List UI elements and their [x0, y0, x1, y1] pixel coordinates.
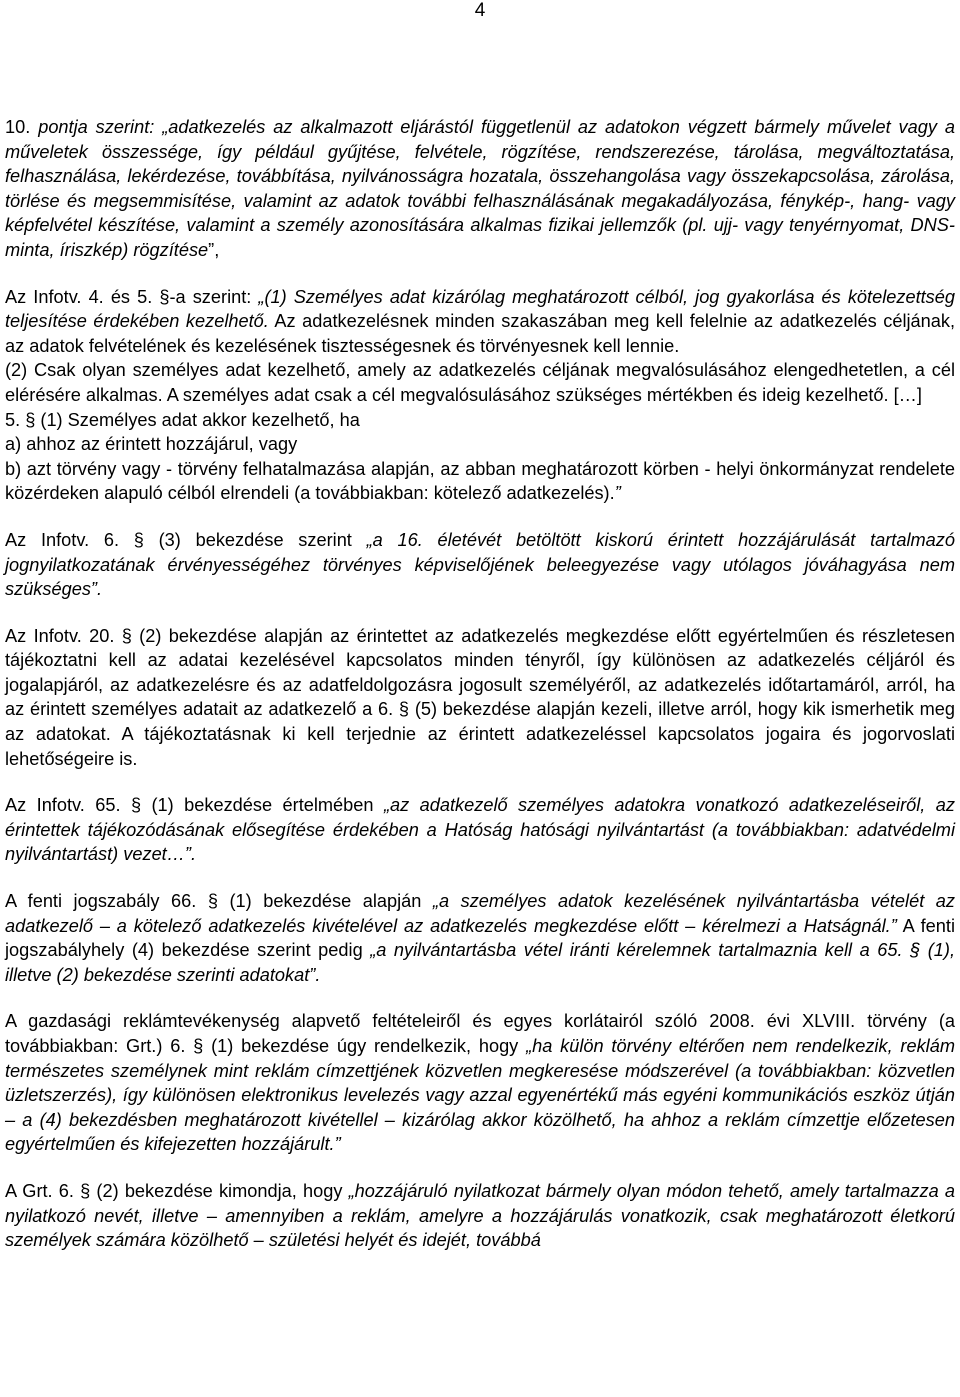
body-text: Az adatkezelésnek minden szakaszában meg kell felelnie az adatkezelés céljának, az adatok felvételének és kezelésének tisztességesnek és törvényesnek kell lennie.	[5, 311, 956, 356]
paragraph-definition	[5, 115, 955, 263]
italic-quote-text: pontja szerint: „adatkezelés az alkalmazott eljárástól függetlenül az adatokon végzett bármely művelet vagy a műveletek összessége, így például gyűjtése, felvétele, rögzítése, rendszerezése, tárolása, megváltoztatása, felhasználása, lekérdezése, továbbítása, nyilvánosságra hozatala, összehangolása vagy összekapcsolása, zárolása, törlése és megsemmisítése, valamint az adatok további felhasználásának megakadályozása, fénykép-, hang- vagy képfelvétel készítése, valamint a személy azonosítására alkalmas fizikai jellemzők (pl. ujj- vagy tenyérnyomat, DNS-minta, íriszkép) rögzítése	[5, 117, 955, 260]
body-text: Az Infotv. 4. és 5. §-a szerint:	[5, 286, 259, 307]
body-text: Az Infotv. 20. § (2) bekezdése alapján az érintettet az adatkezelés megkezdése előtt egyértelműen és részletesen tájékoztatni kell az adatai kezelésével kapcsolatos minden tényről, így különösen az adatkezelés céljáról és jogalapjáról, az adatkezelésre és az adatfeldolgozásra jogosult személyéről, az adatkezelés időtartamáról, arról, ha az érintett személyes adatait az adatkezelő a 6. § (5) bekezdése alapján kezeli, illetve arról, hogy kik ismerhetik meg az adatokat. A tájékoztatásnak ki kell terjednie az érintett adatkezeléssel kapcsolatos jogaira és jogorvoslati lehetőségeire is.	[5, 625, 955, 769]
body-text: A fenti jogszabály 66. § (1) bekezdése alapján	[5, 891, 433, 912]
paragraph-infotv-4-5	[5, 285, 955, 359]
italic-quote-text: „ha külön törvény eltérően nem rendelkezik, reklám természetes személynek mint reklám címzettjének közvetlen megkeresése módszerével (a továbbiakban: közvetlen üzletszerzés), így különösen elektronikus levelezés vagy azzal egyenértékű más egyéni kommunikációs eszköz útján – a (4) bekezdésben meghatározott kivétellel – kizárólag akkor közölhető, ha ahhoz a reklám címzettje előzetesen egyértelműen és kifejezetten hozzájárult.”	[5, 1036, 955, 1155]
paragraph-infotv-5-1	[5, 408, 955, 433]
paragraph-infotv-20-2	[5, 624, 955, 772]
italic-quote-text: „hozzájáruló nyilatkozat bármely olyan módon tehető, amely tartalmazza a nyilatkozó nevét, illetve – amennyiben a reklám, amelyre a hozzájárulás vonatkozik, csak meghatározott életkorú személyek számára közölhető – születési helyét és idejét, továbbá	[5, 1180, 956, 1251]
body-text: Az Infotv. 65. § (1) bekezdése értelmében	[5, 795, 384, 816]
body-text: b) azt törvény vagy - törvény felhatalmazása alapján, az abban meghatározott körben - helyi önkormányzat rendelete közérdeken alapuló célból elrendeli (a továbbiakban: kötelező adatkezelés).	[5, 458, 955, 504]
body-text: 5. § (1) Személyes adat akkor kezelhető, ha	[5, 409, 360, 430]
body-text: Az Infotv. 6. § (3) bekezdése szerint	[5, 529, 367, 550]
paragraph-infotv-65-1	[5, 793, 955, 867]
paragraph-infotv-5-1-b	[5, 457, 955, 506]
italic-quote-text: „az adatkezelő személyes adatokra vonatkozó adatkezeléseiről, az érintettek tájékozódásának elősegítése érdekében a Hatóság hatósági nyilvántartást (a továbbiakban: adatvédelmi nyilvántartást) vezet…”.	[5, 795, 955, 865]
body-text: A fenti jogszabályhely (4) bekezdése szerint pedig	[5, 915, 955, 961]
body-text: ”,	[208, 239, 220, 260]
paragraph-grt-6-1	[5, 1009, 955, 1157]
paragraph-infotv-66	[5, 889, 955, 987]
body-text: A Grt. 6. § (2) bekezdése kimondja, hogy	[5, 1180, 349, 1201]
paragraph-infotv-4-2	[5, 358, 955, 407]
italic-quote-text: „a nyilvántartásba vétel iránti kérelemnek tartalmaznia kell a 65. § (1), illetve (2) bekezdése szerinti adatokat”.	[5, 940, 955, 985]
italic-quote-text: „a személyes adatok kezelésének nyilvántartásba vételét az adatkezelő – a kötelező adatkezelés kivételével az adatkezelés megkezdése előtt – kérelmezi a Hatságnál.”	[5, 891, 955, 936]
italic-quote-text: „a 16. életévét betöltött kiskorú érintett hozzájárulását tartalmazó jognyilatkozatának érvényességéhez törvényes képviselőjének beleegyezése vagy utólagos jóváhagyása nem szükséges”.	[5, 529, 955, 600]
paragraph-grt-6-2	[5, 1179, 955, 1253]
body-text: 10.	[5, 117, 39, 137]
italic-quote-text: ”	[614, 483, 621, 504]
body-text: A gazdasági reklámtevékenység alapvető feltételeiről és egyes korlátairól szóló 2008. évi XLVIII. törvény (a továbbiakban: Grt.) 6. § (1) bekezdése úgy rendelkezik, hogy	[5, 1011, 955, 1056]
italic-quote-text: „(1) Személyes adat kizárólag meghatározott célból, jog gyakorlása és kötelezettség teljesítése érdekében kezelhető.	[5, 286, 955, 332]
page-number: 4	[474, 0, 486, 21]
paragraph-infotv-5-1-a	[5, 432, 955, 457]
paragraph-infotv-6-3	[5, 528, 955, 602]
body-text: (2) Csak olyan személyes adat kezelhető, amely az adatkezelés céljának megvalósulásához elengedhetetlen, a cél elérésére alkalmas. A személyes adat csak a cél megvalósulásához szükséges mértékben és ideig kezelhető. […]	[5, 360, 955, 405]
body-text: a) ahhoz az érintett hozzájárul, vagy	[5, 434, 298, 455]
document-body	[5, 115, 955, 1275]
